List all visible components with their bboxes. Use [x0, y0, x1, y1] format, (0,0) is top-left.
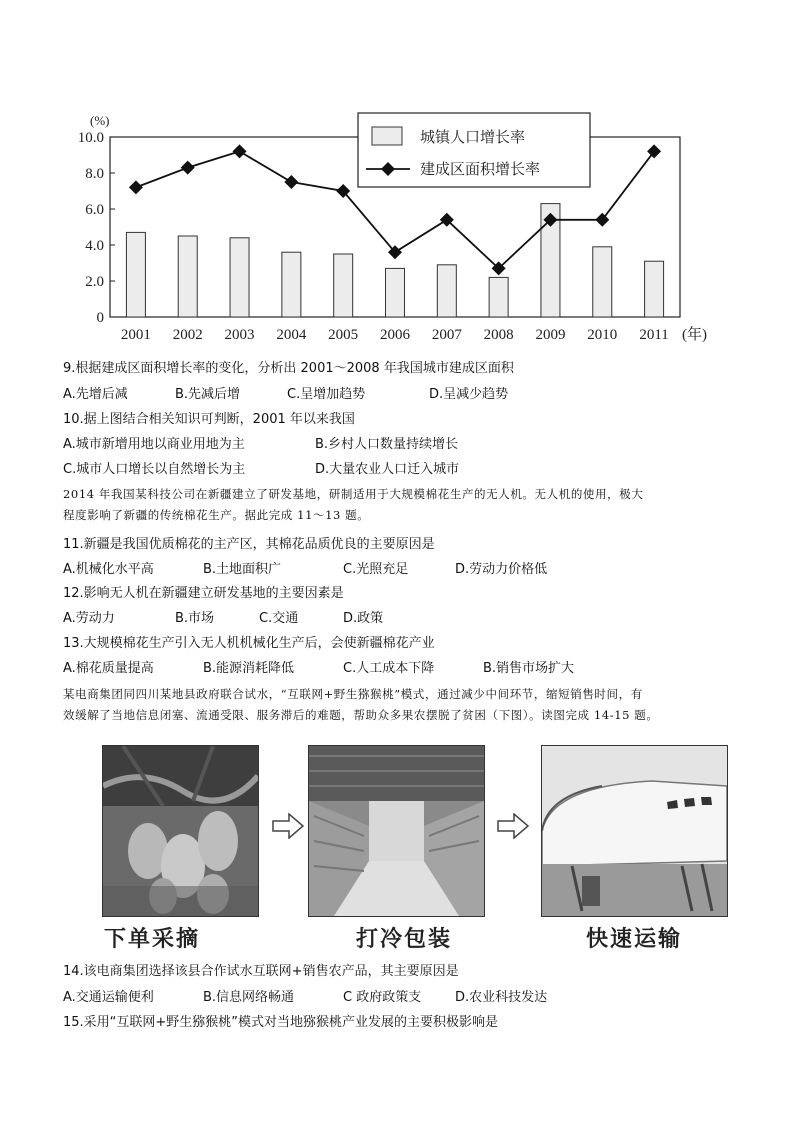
passage-line: 程度影响了新疆的传统棉花生产。据此完成 11～13 题。 — [63, 508, 370, 522]
x-tick-label: 2010 — [587, 327, 618, 343]
option[interactable]: B.能源消耗降低 — [203, 661, 295, 676]
x-tick-label: 2011 — [639, 327, 669, 343]
question-15: 15.采用“互联网+野生猕猴桃”模式对当地猕猴桃产业发展的主要积极影响是 — [63, 1015, 499, 1030]
legend-bar-swatch — [372, 127, 402, 145]
option[interactable]: C.城市人口增长以自然增长为主 — [63, 462, 246, 477]
option[interactable]: B.先减后增 — [175, 387, 241, 402]
question-12: 12.影响无人机在新疆建立研发基地的主要因素是 — [63, 586, 344, 601]
question-12-options — [63, 610, 383, 628]
caption-ship: 快速运输 — [586, 926, 683, 952]
bar — [178, 236, 197, 317]
y-tick-label: 2.0 — [85, 274, 104, 290]
option[interactable]: D.大量农业人口迁入城市 — [315, 462, 460, 477]
option[interactable]: A.交通运输便利 — [63, 990, 154, 1005]
question-9: 9.根据建成区面积增长率的变化，分析出 2001～2008 年我国城市建成区面积 — [63, 361, 514, 376]
bar — [489, 277, 508, 317]
option[interactable]: B.信息网络畅通 — [203, 990, 295, 1005]
option[interactable]: A.棉花质量提高 — [63, 661, 154, 676]
x-tick-label: 2006 — [380, 327, 410, 343]
option[interactable]: A.机械化水平高 — [63, 562, 154, 577]
line-point — [595, 213, 609, 227]
passage-line: 2014 年我国某科技公司在新疆建立了研发基地，研制适用于大规模棉花生产的无人机。无人机的使用，极大 — [63, 487, 644, 501]
x-tick-label: 2005 — [328, 327, 359, 343]
passage-line: 某电商集团同四川某地县政府联合试水，“互联网+野生猕猴桃”模式，通过减少中间环节，缩短销售时间，有 — [63, 687, 643, 701]
line-point — [181, 161, 195, 175]
option[interactable]: D.政策 — [343, 611, 384, 626]
question-10-options-row1 — [63, 436, 458, 454]
option[interactable]: D.呈减少趋势 — [429, 387, 509, 402]
passage-line: 效缓解了当地信息闭塞、流通受限、服务滞后的难题，帮助众多果农摆脱了贫困（下图）。读图完成 14-15 题。 — [63, 708, 659, 722]
option[interactable]: C.呈增加趋势 — [287, 387, 366, 402]
bar — [282, 252, 301, 317]
bar — [645, 261, 664, 317]
option[interactable]: B.销售市场扩大 — [483, 661, 575, 676]
option[interactable]: B.乡村人口数量持续增长 — [315, 437, 459, 452]
line-point — [284, 175, 298, 189]
option[interactable]: A.劳动力 — [63, 611, 115, 626]
bar — [126, 232, 145, 317]
bar — [386, 268, 405, 317]
growth-rate-chart — [60, 105, 720, 350]
x-tick-label: 2007 — [431, 327, 462, 343]
question-11: 11.新疆是我国优质棉花的主产区，其棉花品质优良的主要原因是 — [63, 537, 435, 552]
right-arrow-icon — [497, 813, 529, 839]
question-10: 10.据上图结合相关知识可判断，2001 年以来我国 — [63, 412, 355, 427]
question-10-options-row2 — [63, 461, 459, 479]
y-tick-label: 0 — [96, 310, 104, 326]
passage-kiwi — [63, 684, 733, 726]
kiwi-fruit-photo — [102, 745, 259, 917]
question-13-options — [63, 660, 574, 678]
option[interactable]: B.市场 — [175, 611, 215, 626]
option[interactable]: C 政府政策支 — [343, 990, 422, 1005]
x-tick-label: 2004 — [276, 327, 307, 343]
y-unit-label: (%) — [90, 113, 110, 128]
legend-label: 城镇人口增长率 — [420, 128, 526, 146]
x-tick-label: 2009 — [535, 327, 566, 343]
caption-pick: 下单采摘 — [104, 926, 201, 952]
option[interactable]: D.劳动力价格低 — [455, 562, 548, 577]
line-point — [647, 144, 661, 158]
option[interactable]: A.先增后减 — [63, 387, 128, 402]
passage-cotton — [63, 484, 733, 526]
question-11-options — [63, 561, 547, 579]
line-point — [129, 180, 143, 194]
x-tick-label: 2002 — [172, 327, 203, 343]
bar — [230, 238, 249, 317]
option[interactable]: C.人工成本下降 — [343, 661, 435, 676]
question-14-options — [63, 989, 547, 1007]
option[interactable]: A.城市新增用地以商业用地为主 — [63, 437, 245, 452]
question-9-options — [63, 386, 508, 404]
option[interactable]: C.光照充足 — [343, 562, 409, 577]
y-tick-label: 6.0 — [85, 202, 104, 218]
line-point — [233, 144, 247, 158]
cold-storage-photo — [308, 745, 485, 917]
x-tick-label: 2008 — [483, 327, 514, 343]
bar — [593, 247, 612, 317]
y-tick-label: 8.0 — [85, 166, 104, 182]
option[interactable]: B.土地面积广 — [203, 562, 282, 577]
x-tick-label: 2001 — [120, 327, 151, 343]
caption-pack: 打冷包装 — [356, 926, 453, 952]
question-14: 14.该电商集团选择该县合作试水互联网+销售农产品，其主要原因是 — [63, 964, 459, 979]
y-tick-label: 4.0 — [85, 238, 104, 254]
legend-label: 建成区面积增长率 — [420, 160, 541, 178]
option[interactable]: D.农业科技发达 — [455, 990, 548, 1005]
question-13: 13.大规模棉花生产引入无人机机械化生产后，会使新疆棉花产业 — [63, 636, 435, 651]
bar — [334, 254, 353, 317]
x-unit-label: (年) — [682, 327, 707, 343]
x-tick-label: 2003 — [224, 327, 255, 343]
bar — [437, 265, 456, 317]
right-arrow-icon — [272, 813, 304, 839]
y-tick-label: 10.0 — [77, 130, 104, 146]
airplane-photo — [541, 745, 728, 917]
option[interactable]: C.交通 — [259, 611, 299, 626]
